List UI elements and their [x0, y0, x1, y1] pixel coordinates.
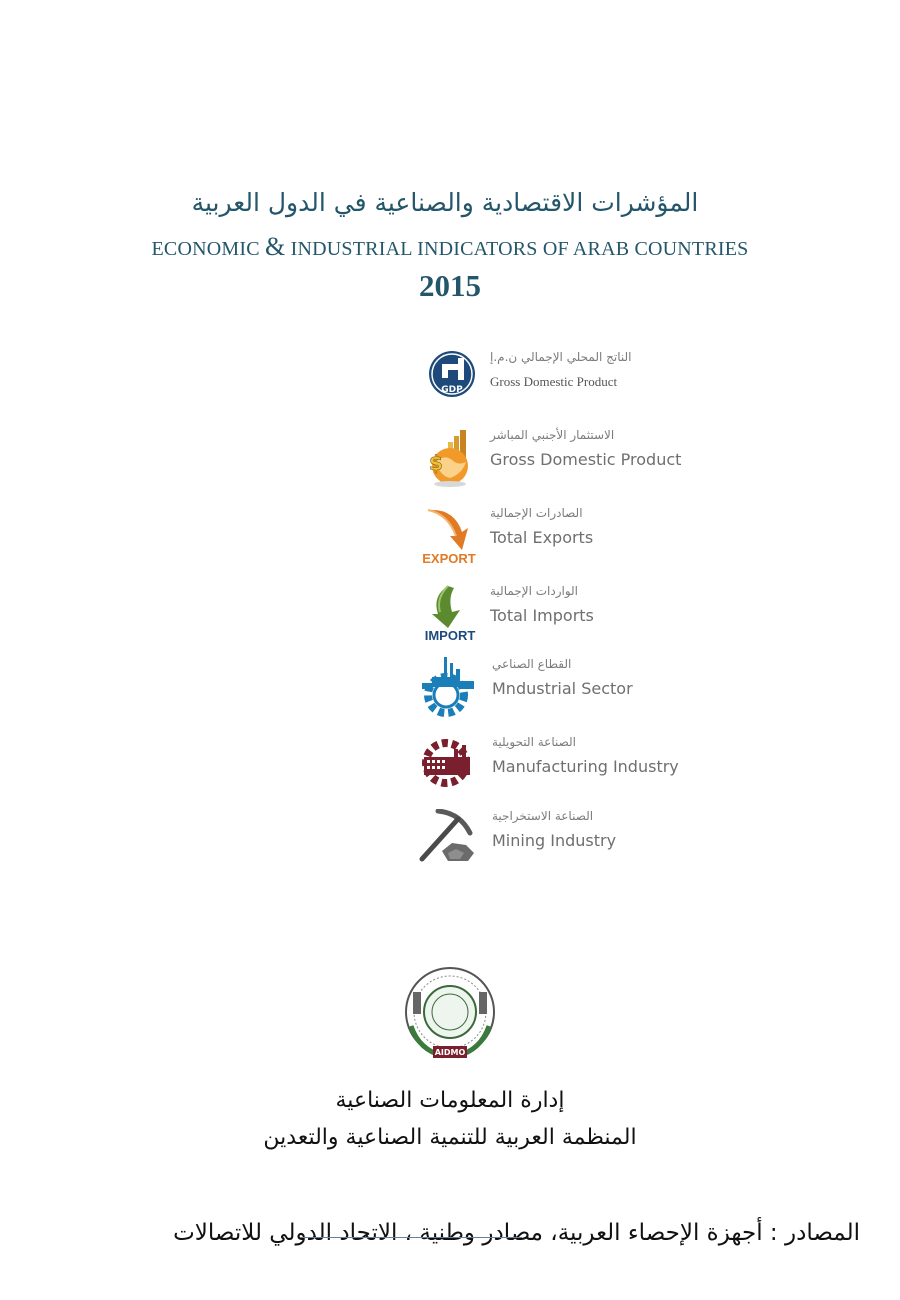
gdp-icon: [418, 350, 482, 414]
svg-text:IMPORT: IMPORT: [424, 628, 476, 643]
indicator-exports-label-en: Total Exports: [490, 528, 594, 547]
indicator-foreign-investment-label-en: Gross Domestic Product: [490, 450, 682, 469]
indicator-manufacturing: [418, 735, 718, 805]
indicator-industrial-sector: [418, 657, 718, 727]
strikethrough-line: [300, 1237, 522, 1238]
title-en-left: ECONOMIC: [151, 238, 260, 260]
indicator-manufacturing-label-ar: الصناعة التحويلية: [492, 735, 577, 749]
indicator-gdp: [418, 350, 718, 420]
mining-icon: [418, 809, 482, 873]
industrial-sector-icon: [418, 657, 482, 721]
indicator-mining-label-ar: الصناعة الاستخراجية: [492, 809, 594, 823]
indicator-mining: [418, 809, 718, 879]
sources-line: المصادر : أجهزة الإحصاء العربية، مصادر وطنية ، الاتحاد الدولي للاتصالات: [173, 1220, 860, 1246]
foreign-investment-icon: [418, 428, 482, 492]
indicator-exports: [418, 506, 718, 576]
title-en-right: INDUSTRIAL INDICATORS OF ARAB COUNTRIES: [290, 238, 749, 260]
svg-text:GDP: GDP: [441, 385, 463, 395]
title-en-ampersand: &: [265, 232, 286, 261]
indicator-manufacturing-label-en: Manufacturing Industry: [492, 757, 679, 776]
manufacturing-icon: [418, 735, 482, 799]
indicator-foreign-investment-label-ar: الاستثمار الأجنبي المباشر: [490, 428, 615, 442]
indicator-imports-label-ar: الواردات الإجمالية: [490, 584, 579, 598]
indicator-gdp-label-ar: الناتج المحلي الإجمالي ن.م.إ: [490, 350, 632, 364]
indicator-exports-label-ar: الصادرات الإجمالية: [490, 506, 583, 520]
page-title-english: [0, 232, 900, 262]
indicator-mining-label-en: Mining Industry: [492, 831, 617, 850]
svg-text:$: $: [429, 451, 443, 475]
svg-text:AIDMO: AIDMO: [434, 1048, 466, 1057]
organization-name: المنظمة العربية للتنمية الصناعية والتعدين: [263, 1125, 637, 1150]
indicator-gdp-label-en: Gross Domestic Product: [490, 374, 618, 389]
indicator-industrial-sector-label-ar: القطاع الصناعي: [492, 657, 572, 671]
indicator-foreign-investment: [418, 428, 718, 498]
indicator-imports: [418, 584, 718, 654]
page-title-arabic: المؤشرات الاقتصادية والصناعية في الدول العربية: [191, 188, 699, 217]
import-icon: [418, 584, 482, 648]
indicator-imports-label-en: Total Imports: [490, 606, 594, 625]
aidmo-logo: [399, 966, 501, 1064]
department-name: إدارة المعلومات الصناعية: [335, 1088, 565, 1113]
svg-text:EXPORT: EXPORT: [422, 551, 476, 566]
page-title-year: 2015: [419, 268, 481, 303]
indicator-industrial-sector-label-en: Mndustrial Sector: [492, 679, 633, 698]
export-icon: [418, 506, 482, 570]
